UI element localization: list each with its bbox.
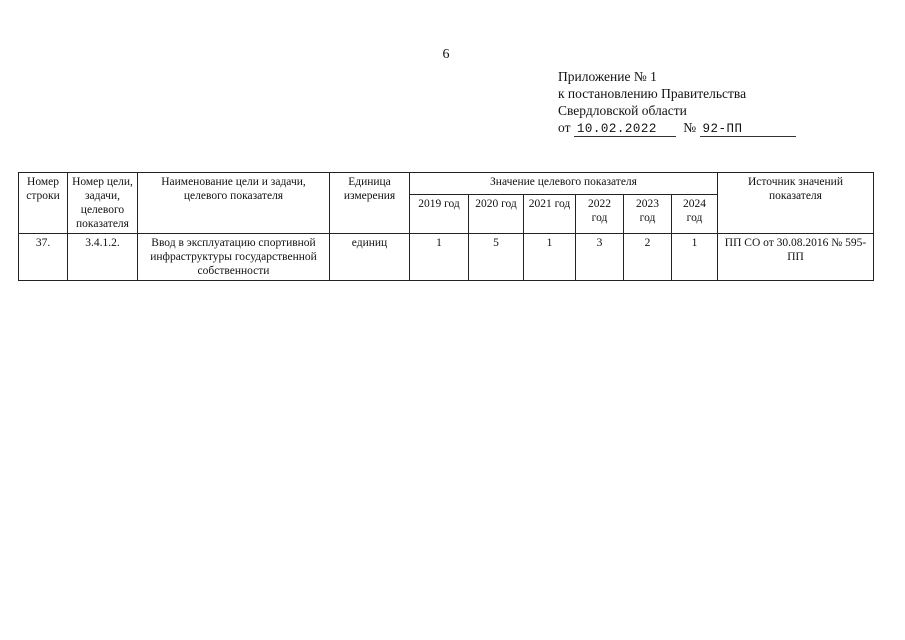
appendix-block xyxy=(558,68,796,137)
header-year: 2020 год xyxy=(469,195,524,234)
header-year: 2022 год xyxy=(576,195,624,234)
cell-row-number: 37. xyxy=(19,234,68,281)
header-row xyxy=(19,173,874,195)
header-source: Источник значений показателя xyxy=(718,173,874,234)
resolution-number: 92-ПП xyxy=(700,123,796,137)
table-row xyxy=(19,234,874,281)
cell-value-2020: 5 xyxy=(469,234,524,281)
header-row-number: Номер строки xyxy=(19,173,68,234)
header-unit: Единица измерения xyxy=(330,173,410,234)
cell-value-2019: 1 xyxy=(410,234,469,281)
appendix-region: Свердловской области xyxy=(558,103,687,118)
cell-value-2021: 1 xyxy=(524,234,576,281)
header-year: 2021 год xyxy=(524,195,576,234)
cell-value-2023: 2 xyxy=(624,234,672,281)
number-label: № xyxy=(683,120,697,135)
appendix-date-line xyxy=(558,119,796,137)
header-goal-number: Номер цели, задачи, целевого показателя xyxy=(68,173,138,234)
target-indicators-table xyxy=(18,172,874,281)
cell-value-2024: 1 xyxy=(672,234,718,281)
cell-goal-name: Ввод в эксплуатацию спортивной инфраструктуры государственной собственности xyxy=(138,234,330,281)
cell-goal-number: 3.4.1.2. xyxy=(68,234,138,281)
from-label: от xyxy=(558,120,571,135)
appendix-title: Приложение № 1 xyxy=(558,69,657,84)
resolution-date: 10.02.2022 xyxy=(574,123,676,137)
header-year: 2019 год xyxy=(410,195,469,234)
appendix-resolution: к постановлению Правительства xyxy=(558,86,747,101)
header-target-value: Значение целевого показателя xyxy=(410,173,718,195)
page-number: 6 xyxy=(442,47,450,62)
cell-unit: единиц xyxy=(330,234,410,281)
header-year: 2024 год xyxy=(672,195,718,234)
cell-value-2022: 3 xyxy=(576,234,624,281)
header-year: 2023 год xyxy=(624,195,672,234)
header-goal-name: Наименование цели и задачи, целевого показателя xyxy=(138,173,330,234)
cell-source: ПП СО от 30.08.2016 № 595-ПП xyxy=(718,234,874,281)
